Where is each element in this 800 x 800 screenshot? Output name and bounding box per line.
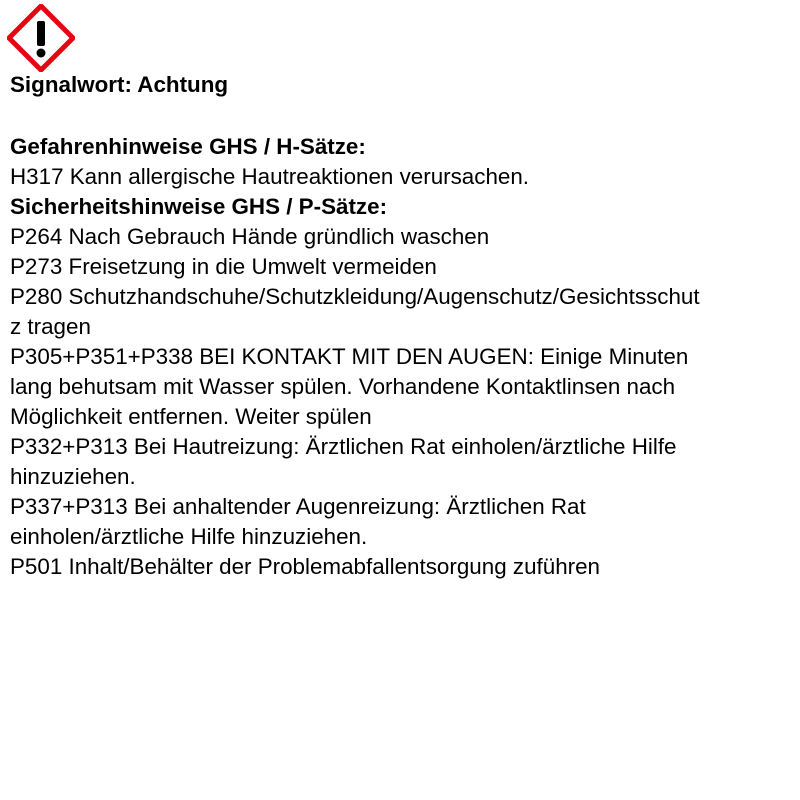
- precaution-line: z tragen: [10, 314, 91, 339]
- section-spacer: [10, 100, 800, 132]
- precaution-line: P501 Inhalt/Behälter der Problemabfallentsorgung zuführen: [10, 554, 601, 579]
- precaution-line: einholen/ärztliche Hilfe hinzuziehen.: [10, 524, 368, 549]
- hazard-statement: H317 Kann allergische Hautreaktionen verursachen.: [10, 164, 530, 189]
- exclamation-dot: [37, 49, 46, 58]
- hazard-heading: Gefahrenhinweise GHS / H-Sätze:: [10, 134, 366, 159]
- precaution-line: hinzuziehen.: [10, 464, 136, 489]
- exclamation-bar: [37, 21, 45, 46]
- precaution-line: P264 Nach Gebrauch Hände gründlich waschen: [10, 224, 490, 249]
- precaution-line: lang behutsam mit Wasser spülen. Vorhandene Kontaktlinsen nach: [10, 374, 676, 399]
- precaution-line: P337+P313 Bei anhaltender Augenreizung: Ärztlichen Rat: [10, 494, 586, 519]
- precaution-line: P280 Schutzhandschuhe/Schutzkleidung/Augenschutz/Gesichtsschut: [10, 284, 700, 309]
- precaution-heading: Sicherheitshinweise GHS / P-Sätze:: [10, 194, 388, 219]
- precaution-line: P305+P351+P338 BEI KONTAKT MIT DEN AUGEN: Einige Minuten: [10, 344, 689, 369]
- precaution-line: Möglichkeit entfernen. Weiter spülen: [10, 404, 372, 429]
- hazard-text-block: [10, 70, 800, 582]
- precaution-line: P273 Freisetzung in die Umwelt vermeiden: [10, 254, 437, 279]
- signal-word: Signalwort: Achtung: [10, 72, 229, 97]
- precaution-line: P332+P313 Bei Hautreizung: Ärztlichen Rat einholen/ärztliche Hilfe: [10, 434, 677, 459]
- ghs07-exclamation-mark-icon: [7, 4, 75, 72]
